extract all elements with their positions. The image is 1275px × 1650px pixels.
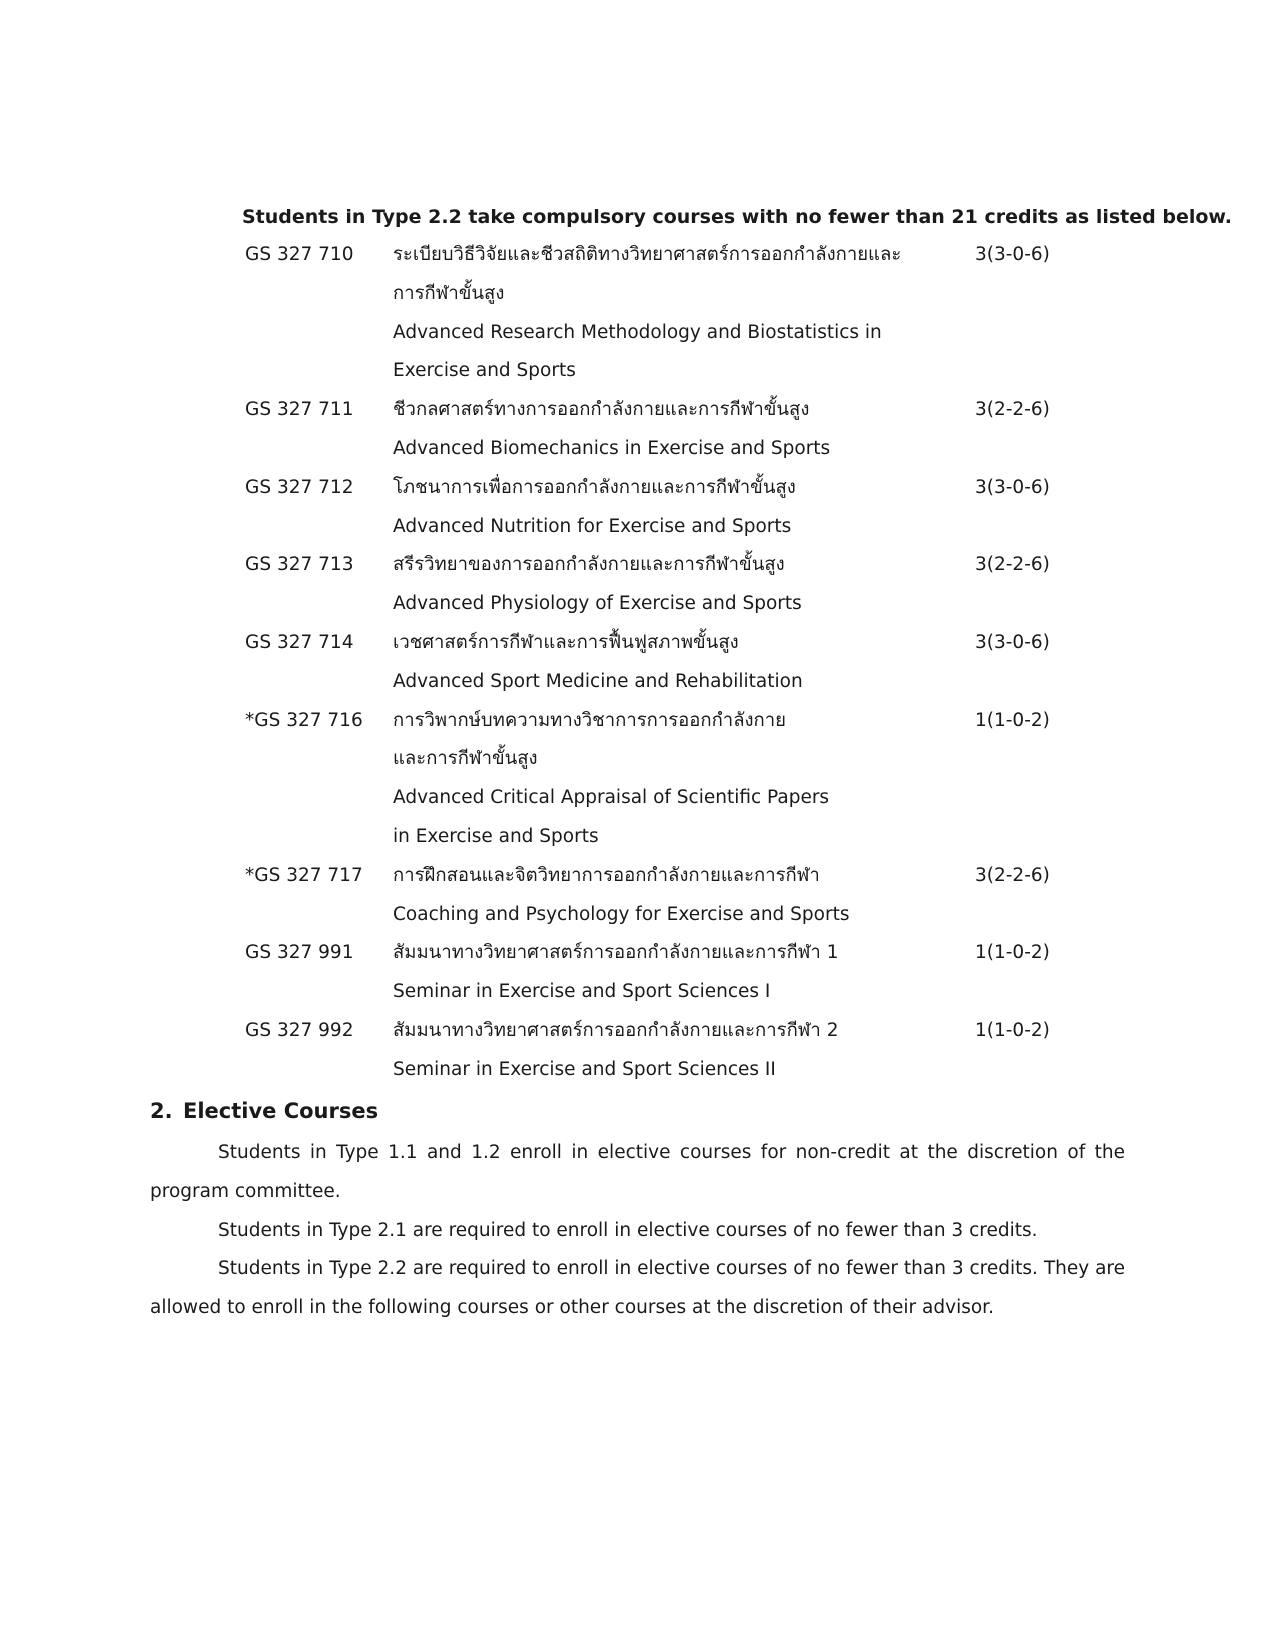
course-credits: 3(2-2-6) <box>975 864 1050 886</box>
course-credits: 3(2-2-6) <box>975 554 1050 576</box>
course-credits: 3(3-0-6) <box>975 244 1050 265</box>
course-row <box>245 702 1065 857</box>
course-title-line: in Exercise and Sports <box>393 825 599 847</box>
course-code: GS 327 713 <box>245 554 354 576</box>
section-number: 2. <box>150 1099 173 1123</box>
course-title-line: Seminar in Exercise and Sport Sciences II <box>393 1058 776 1080</box>
course-title-line: Exercise and Sports <box>393 360 576 382</box>
course-row <box>245 1012 1065 1090</box>
course-credits: 1(1-0-2) <box>975 942 1050 964</box>
course-title-line: สัมมนาทางวิทยาศาสตร์การออกกำลังกายและการกีฬา 1 <box>393 942 839 964</box>
course-title-line: การวิพากษ์บทความทางวิชาการการออกกำลังกาย <box>393 709 786 731</box>
course-title-line: การฝึกสอนและจิตวิทยาการออกกำลังกายและการกีฬา <box>393 864 820 886</box>
course-titles <box>393 934 975 1012</box>
course-title-line: ชีวกลศาสตร์ทางการออกกำลังกายและการกีฬาขั้นสูง <box>393 399 810 421</box>
course-code: GS 327 991 <box>245 942 354 964</box>
course-credits: 1(1-0-2) <box>975 709 1050 731</box>
course-title-line: Coaching and Psychology for Exercise and Sports <box>393 903 850 925</box>
course-code: *GS 327 716 <box>245 709 363 731</box>
course-titles <box>393 1012 975 1090</box>
course-title-line: Advanced Physiology of Exercise and Sports <box>393 593 802 615</box>
course-title-line: Advanced Sport Medicine and Rehabilitation <box>393 670 803 692</box>
course-title-line: Advanced Nutrition for Exercise and Sports <box>393 515 792 537</box>
course-code: GS 327 711 <box>245 399 354 421</box>
course-row <box>245 546 1065 624</box>
course-row <box>245 857 1065 935</box>
paragraph-text: Students in Type 2.2 are required to enroll in elective courses of no fewer than 3 credits. They are allowed to enroll in the following courses or other courses at the discretion of their advisor. <box>150 1258 1125 1318</box>
section-heading <box>150 1095 378 1127</box>
course-list <box>245 236 1065 1090</box>
course-title-line: โภชนาการเพื่อการออกกำลังกายและการกีฬาขั้นสูง <box>393 476 796 498</box>
paragraph-elective-type-2-2 <box>150 1250 1125 1328</box>
course-title-line: การกีฬาขั้นสูง <box>393 282 505 304</box>
course-credits: 3(3-0-6) <box>975 476 1050 498</box>
course-code: GS 327 710 <box>245 244 354 265</box>
course-row <box>245 236 1065 391</box>
course-titles <box>393 546 975 624</box>
course-title-line: Advanced Research Methodology and Biostatistics in <box>393 321 882 343</box>
course-titles <box>393 624 975 702</box>
course-credits: 1(1-0-2) <box>975 1019 1050 1041</box>
course-title-line: ระเบียบวิธีวิจัยและชีวสถิติทางวิทยาศาสตร์การออกกำลังกายและ <box>393 244 902 265</box>
course-titles <box>393 469 975 547</box>
course-credits: 3(3-0-6) <box>975 631 1050 653</box>
compulsory-intro: Students in Type 2.2 take compulsory courses with no fewer than 21 credits as listed below. <box>242 206 1232 228</box>
course-row <box>245 624 1065 702</box>
course-code: GS 327 992 <box>245 1019 354 1041</box>
paragraph-elective-type-1 <box>150 1134 1125 1212</box>
course-title-line: สรีรวิทยาของการออกกำลังกายและการกีฬาขั้นสูง <box>393 554 785 576</box>
course-title-line: เวชศาสตร์การกีฬาและการฟื้นฟูสภาพขั้นสูง <box>393 631 739 653</box>
course-code: *GS 327 717 <box>245 864 363 886</box>
course-title-line: Seminar in Exercise and Sport Sciences I <box>393 981 771 1003</box>
course-row <box>245 391 1065 469</box>
paragraph-elective-type-2-1 <box>150 1212 1125 1251</box>
course-title-line: Advanced Biomechanics in Exercise and Sports <box>393 437 831 459</box>
course-titles <box>393 857 975 935</box>
course-credits: 3(2-2-6) <box>975 399 1050 421</box>
course-row <box>245 934 1065 1012</box>
course-titles <box>393 236 975 391</box>
course-code: GS 327 714 <box>245 631 354 653</box>
course-titles <box>393 391 975 469</box>
paragraph-text: Students in Type 2.1 are required to enroll in elective courses of no fewer than 3 credits. <box>218 1220 1038 1241</box>
course-title-line: Advanced Critical Appraisal of Scientific Papers <box>393 787 830 809</box>
course-title-line: และการกีฬาขั้นสูง <box>393 748 538 770</box>
course-row <box>245 469 1065 547</box>
paragraph-text: Students in Type 1.1 and 1.2 enroll in elective courses for non-credit at the discretion of the program committee. <box>150 1142 1125 1202</box>
course-code: GS 327 712 <box>245 476 354 498</box>
course-title-line: สัมมนาทางวิทยาศาสตร์การออกกำลังกายและการกีฬา 2 <box>393 1019 839 1041</box>
course-titles <box>393 702 975 857</box>
section-title: Elective Courses <box>183 1099 379 1123</box>
